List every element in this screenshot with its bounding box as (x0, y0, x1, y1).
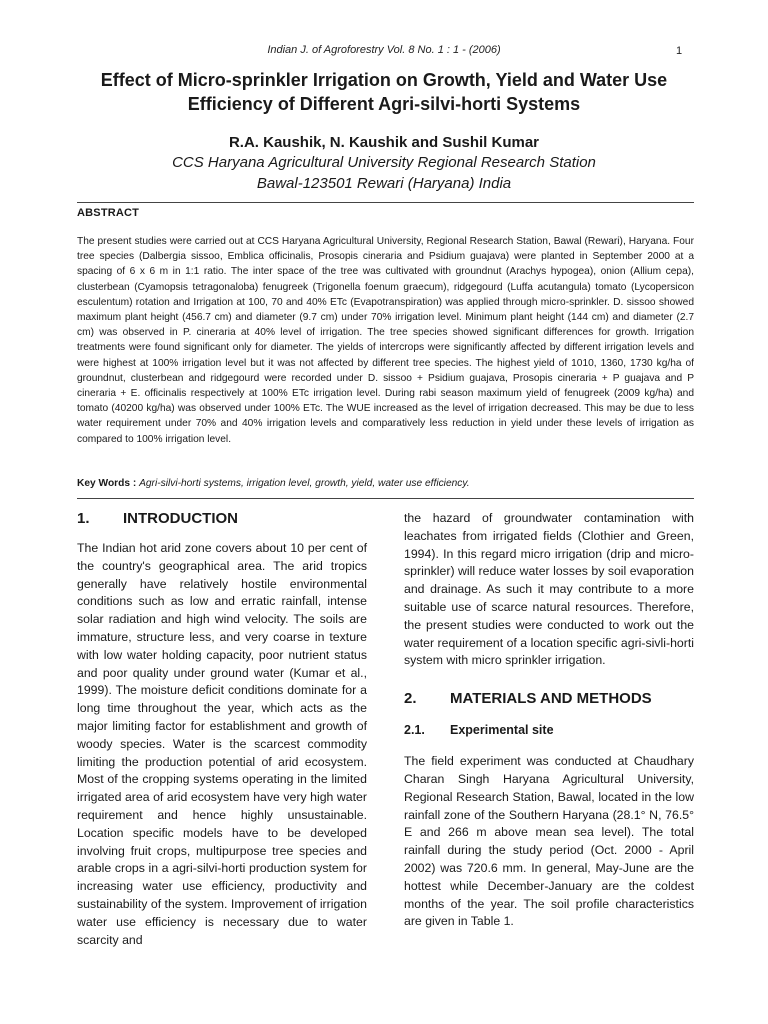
abstract-body: The present studies were carried out at CCS Haryana Agricultural University, Regional Research Station, Bawal (Rewari), Haryana. Four tree species (Dalbergia sissoo, Emblica officinalis, Prosopis cineraria and Psidium guajava) were planted in September 2000 at a spacing of 6 x 6 m in 1:1 ratio. The inter space of the tree was cultivated with groundnut (Arachys hypogea), onion (Allium cepa), clusterbean (Cyamopsis tetragonaloba) fenugreek (Trigonella foenum graecum), ridgegourd (Luffa acutangula) tomato (Lycopersicon esculentum) rotation and Irrigation at 100, 70 and 40% ETc (Evapotranspiration) was applied through micro-sprinkler. D. sissoo showed maximum plant height (456.7 cm) and diameter (9.7 cm) under 70% irrigation level. Minimum plant height (144 cm) and diameter (2.7 cm) was observed in P. cineraria at 40% level of irrigation. The tree species showed significant differences for growth. Irrigation treatments were found significant only for diameter. The yields of intercrops were significantly affected by different irrigation levels and were highest at 100% irrigation level but it was not affected by different tree species. The highest yield of 1010, 1360, 1730 kg/ha of groundnut, clusterbean and ridgegourd were recorded under D. sissoo + Psidium guajava, Prosopis cineraria + P guajava and P cineraria + E. officinalis respectively at 100% ETc irrigation level. During rabi season maximum yield of fenugreek (2009 kg/ha) and tomato (40200 kg/ha) was observed under 100% ETc. The WUE increased as the level of irrigation decreased. This may be due to less water requirement under 70% and 40% irrigation levels and comparatively less reduction in yield under these levels of irrigation as compared to 100% irrigation level. (77, 236, 694, 445)
article-title (60, 68, 708, 116)
keywords (77, 478, 694, 489)
article-title-line-2: Efficiency of Different Agri-silvi-horti Systems (187, 94, 581, 114)
affiliation-line-2: Bawal-123501 Rewari (Haryana) India (256, 175, 512, 192)
keywords-label: Key Words : (77, 478, 137, 489)
section-number: 1. (77, 510, 90, 527)
section-title: MATERIALS AND METHODS (450, 690, 652, 708)
abstract-top-rule (77, 202, 694, 203)
subsection-number: 2.1. (404, 723, 425, 738)
experimental-site-paragraph: The field experiment was conducted at Chaudhary Charan Singh Haryana Agricultural University, Regional Research Station, Bawal, located in the low rainfall zone of the Southern Haryana (28.1° N, 76.5° E and 266 m above mean sea level). The total rainfall during the study period (Oct. 2000 - April 2002) was 720.6 mm. In general, May-June are the hottest while December-January are the coldest months of the year. The soil profile characteristics are given in Table 1. (404, 754, 694, 929)
left-column (77, 510, 367, 949)
abstract-bottom-rule (77, 498, 694, 499)
subsection-heading-experimental-site (404, 723, 694, 737)
article-title-line-1: Effect of Micro-sprinkler Irrigation on Growth, Yield and Water Use (100, 70, 668, 90)
subsection-title: Experimental site (450, 723, 554, 738)
abstract-heading: ABSTRACT (77, 207, 140, 219)
right-column (404, 510, 694, 931)
section-heading-materials-methods (404, 690, 694, 707)
author-list: R.A. Kaushik, N. Kaushik and Sushil Kumar (228, 134, 540, 151)
affiliation (0, 152, 768, 194)
section-number: 2. (404, 690, 417, 708)
section-heading-introduction (77, 510, 367, 527)
page-number: 1 (676, 45, 683, 57)
introduction-paragraph-1: The Indian hot arid zone covers about 10 per cent of the country's geographical area. The arid tropics generally have relatively hostile environmental conditions such as low and erratic rainfall, intense solar radiation and high wind velocity. The soils are immature, structure less, and very coarse in texture with low water holding capacity, poor nutrient status and poor quality under ground water (Kumar et al., 1999). The moisture deficit conditions dominate for a long time throughout the year, which acts as the major limiting factor for establishment and growth of woody species. Water is the scarcest commodity limiting the production potential of arid ecosystem. Most of the cropping systems operating in the limited irrigated area of arid ecosystem have very high water requirement and hence highly unsustainable. Location specific models have to be developed involving fruit crops, multipurpose tree species and arable crops in a agri-silvi-horti production system for increasing water use efficiency, productivity and sustainability of the system. Improvement of irrigation water use efficiency is necessary due to water scarcity and (77, 541, 367, 947)
keywords-text: Agri-silvi-horti systems, irrigation level, growth, yield, water use efficiency. (139, 478, 470, 489)
affiliation-line-1: CCS Haryana Agricultural University Regional Research Station (172, 154, 596, 171)
introduction-paragraph-2: the hazard of groundwater contamination with leachates from irrigated fields (Clothier and Green, 1994). In this regard micro irrigation (drip and micro-sprinkler) will reduce water losses by soil evaporation and drainage. As such it may contribute to a more suitable use of scarce natural resources. Therefore, the present studies were conducted to work out the water requirement of a location specific agri-sivli-horti system with micro sprinkler irrigation. (404, 511, 694, 668)
section-title: INTRODUCTION (123, 510, 238, 527)
running-head: Indian J. of Agroforestry Vol. 8 No. 1 : 1 - (2006) (267, 44, 501, 56)
